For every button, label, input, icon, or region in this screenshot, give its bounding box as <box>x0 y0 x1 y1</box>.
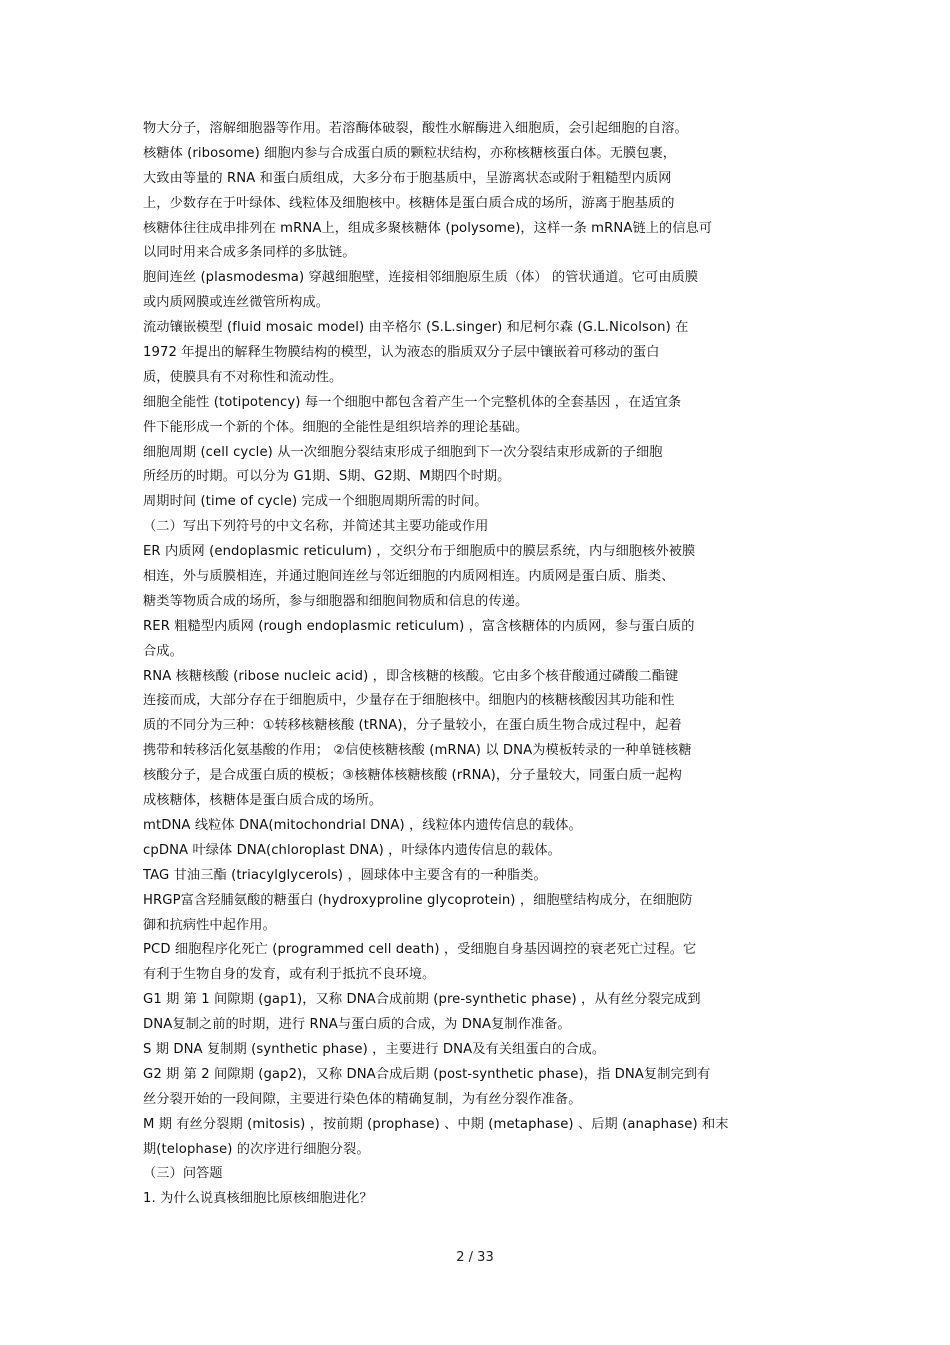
text-line: 1. 为什么说真核细胞比原核细胞进化？ <box>143 1191 373 1207</box>
text-line: 以同时用来合成多条同样的多肽链。 <box>143 245 356 261</box>
page-number: 2 / 33 <box>456 1250 494 1265</box>
text-line: S 期 DNA 复制期 (synthetic phase) ，主要进行 DNA及有关组蛋白的合成。 <box>143 1041 606 1057</box>
text-line: 有利于生物自身的发育，或有利于抵抗不良环境。 <box>143 967 436 983</box>
text-line: 核酸分子，是合成蛋白质的模板；③核糖体核糖核酸 (rRNA)，分子量较大，同蛋白质一起构 <box>143 768 682 784</box>
text-line: 丝分裂开始的一段间隙，主要进行染色体的精确复制，为有丝分裂作准备。 <box>143 1091 582 1107</box>
text-line: 细胞全能性 (totipotency) 每一个细胞中都包含着产生一个完整机体的全套基因 ，在适宜条 <box>143 394 682 410</box>
text-line: 质，使膜具有不对称性和流动性。 <box>143 369 343 385</box>
text-line: 连接而成，大部分存在于细胞质中，少量存在于细胞核中。细胞内的核糖核酸因其功能和性 <box>143 693 675 709</box>
text-line: 周期时间 (time of cycle) 完成一个细胞周期所需的时间。 <box>143 494 488 510</box>
text-line: 核糖体 (ribosome) 细胞内参与合成蛋白质的颗粒状结构，亦称核糖核蛋白体。无膜包裹， <box>143 145 677 161</box>
text-line: ER 内质网 (endoplasmic reticulum) ，交织分布于细胞质中的膜层系统，内与细胞核外被膜 <box>143 544 696 560</box>
text-line: PCD 细胞程序化死亡 (programmed cell death) ，受细胞自身基因调控的衰老死亡过程。它 <box>143 942 697 958</box>
page-body <box>143 117 807 1212</box>
text-line: TAG 甘油三酯 (triacylglycerols) ，圆球体中主要含有的一种脂类。 <box>143 867 547 883</box>
text-line: 携带和转移活化氨基酸的作用； ②信使核糖核酸 (mRNA) 以 DNA为模板转录的一种单链核糖 <box>143 743 692 759</box>
text-line: 相连，外与质膜相连，并通过胞间连丝与邻近细胞的内质网相连。内质网是蛋白质、脂类、 <box>143 569 675 585</box>
text-line: 成核糖体，核糖体是蛋白质合成的场所。 <box>143 793 383 809</box>
text-line: 件下能形成一个新的个体。细胞的全能性是组织培养的理论基础。 <box>143 419 529 435</box>
text-line: （二）写出下列符号的中文名称，并简述其主要功能或作用 <box>143 519 489 535</box>
text-line: mtDNA 线粒体 DNA(mitochondrial DNA) ，线粒体内遗传信息的载体。 <box>143 817 582 833</box>
text-line: 期(telophase) 的次序进行细胞分裂。 <box>143 1141 370 1157</box>
text-line: 糖类等物质合成的场所，参与细胞器和细胞间物质和信息的传递。 <box>143 593 529 609</box>
text-line: 细胞周期 (cell cycle) 从一次细胞分裂结束形成子细胞到下一次分裂结束形成新的子细胞 <box>143 444 663 460</box>
text-line: G1 期 第 1 间隙期 (gap1)，又称 DNA合成前期 (pre-synthetic phase) ，从有丝分裂完成到 <box>143 992 701 1008</box>
text-line: G2 期 第 2 间隙期 (gap2)，又称 DNA合成后期 (post-synthetic phase)，指 DNA复制完到有 <box>143 1066 711 1082</box>
text-line: 大致由等量的 RNA 和蛋白质组成，大多分布于胞基质中，呈游离状态或附于粗糙型内质网 <box>143 170 672 186</box>
text-line: DNA复制之前的时期，进行 RNA与蛋白质的合成，为 DNA复制作准备。 <box>143 1017 571 1033</box>
text-line: 所经历的时期。可以分为 G1期、S期、G2期、M期四个时期。 <box>143 469 511 485</box>
text-line: 上，少数存在于叶绿体、线粒体及细胞核中。核糖体是蛋白质合成的场所，游离于胞基质的 <box>143 195 675 211</box>
text-line: M 期 有丝分裂期 (mitosis) ，按前期 (prophase) 、中期 (metaphase) 、后期 (anaphase) 和末 <box>143 1116 729 1132</box>
text-line: 或内质网膜或连丝微管所构成。 <box>143 295 330 311</box>
text-line: cpDNA 叶绿体 DNA(chloroplast DNA) ，叶绿体内遗传信息的载体。 <box>143 842 561 858</box>
text-line: 合成。 <box>143 643 183 659</box>
text-line: HRGP富含羟脯氨酸的糖蛋白 (hydroxyproline glycoprotein) ，细胞壁结构成分，在细胞防 <box>143 892 693 908</box>
text-line: 胞间连丝 (plasmodesma) 穿越细胞壁，连接相邻细胞原生质（体） 的管状通道。它可由质膜 <box>143 270 699 286</box>
text-line: 御和抗病性中起作用。 <box>143 917 276 933</box>
text-line: 质的不同分为三种：①转移核糖核酸 (tRNA)，分子量较小，在蛋白质生物合成过程中，起着 <box>143 718 682 734</box>
text-line: 核糖体往往成串排列在 mRNA上，组成多聚核糖体 (polysome)，这样一条 mRNA链上的信息可 <box>143 220 713 236</box>
text-line: 物大分子，溶解细胞器等作用。若溶酶体破裂，酸性水解酶进入细胞质，会引起细胞的自溶。 <box>143 121 688 136</box>
text-line: （三）问答题 <box>143 1166 223 1182</box>
text-line: RER 粗糙型内质网 (rough endoplasmic reticulum) ，富含核糖体的内质网，参与蛋白质的 <box>143 618 695 634</box>
text-line: 1972 年提出的解释生物膜结构的模型，认为液态的脂质双分子层中镶嵌着可移动的蛋白 <box>143 345 660 361</box>
text-line: 流动镶嵌模型 (fluid mosaic model) 由辛格尔 (S.L.singer) 和尼柯尔森 (G.L.Nicolson) 在 <box>143 320 689 336</box>
text-line: RNA 核糖核酸 (ribose nucleic acid) ，即含核糖的核酸。它由多个核苷酸通过磷酸二酯键 <box>143 668 679 684</box>
